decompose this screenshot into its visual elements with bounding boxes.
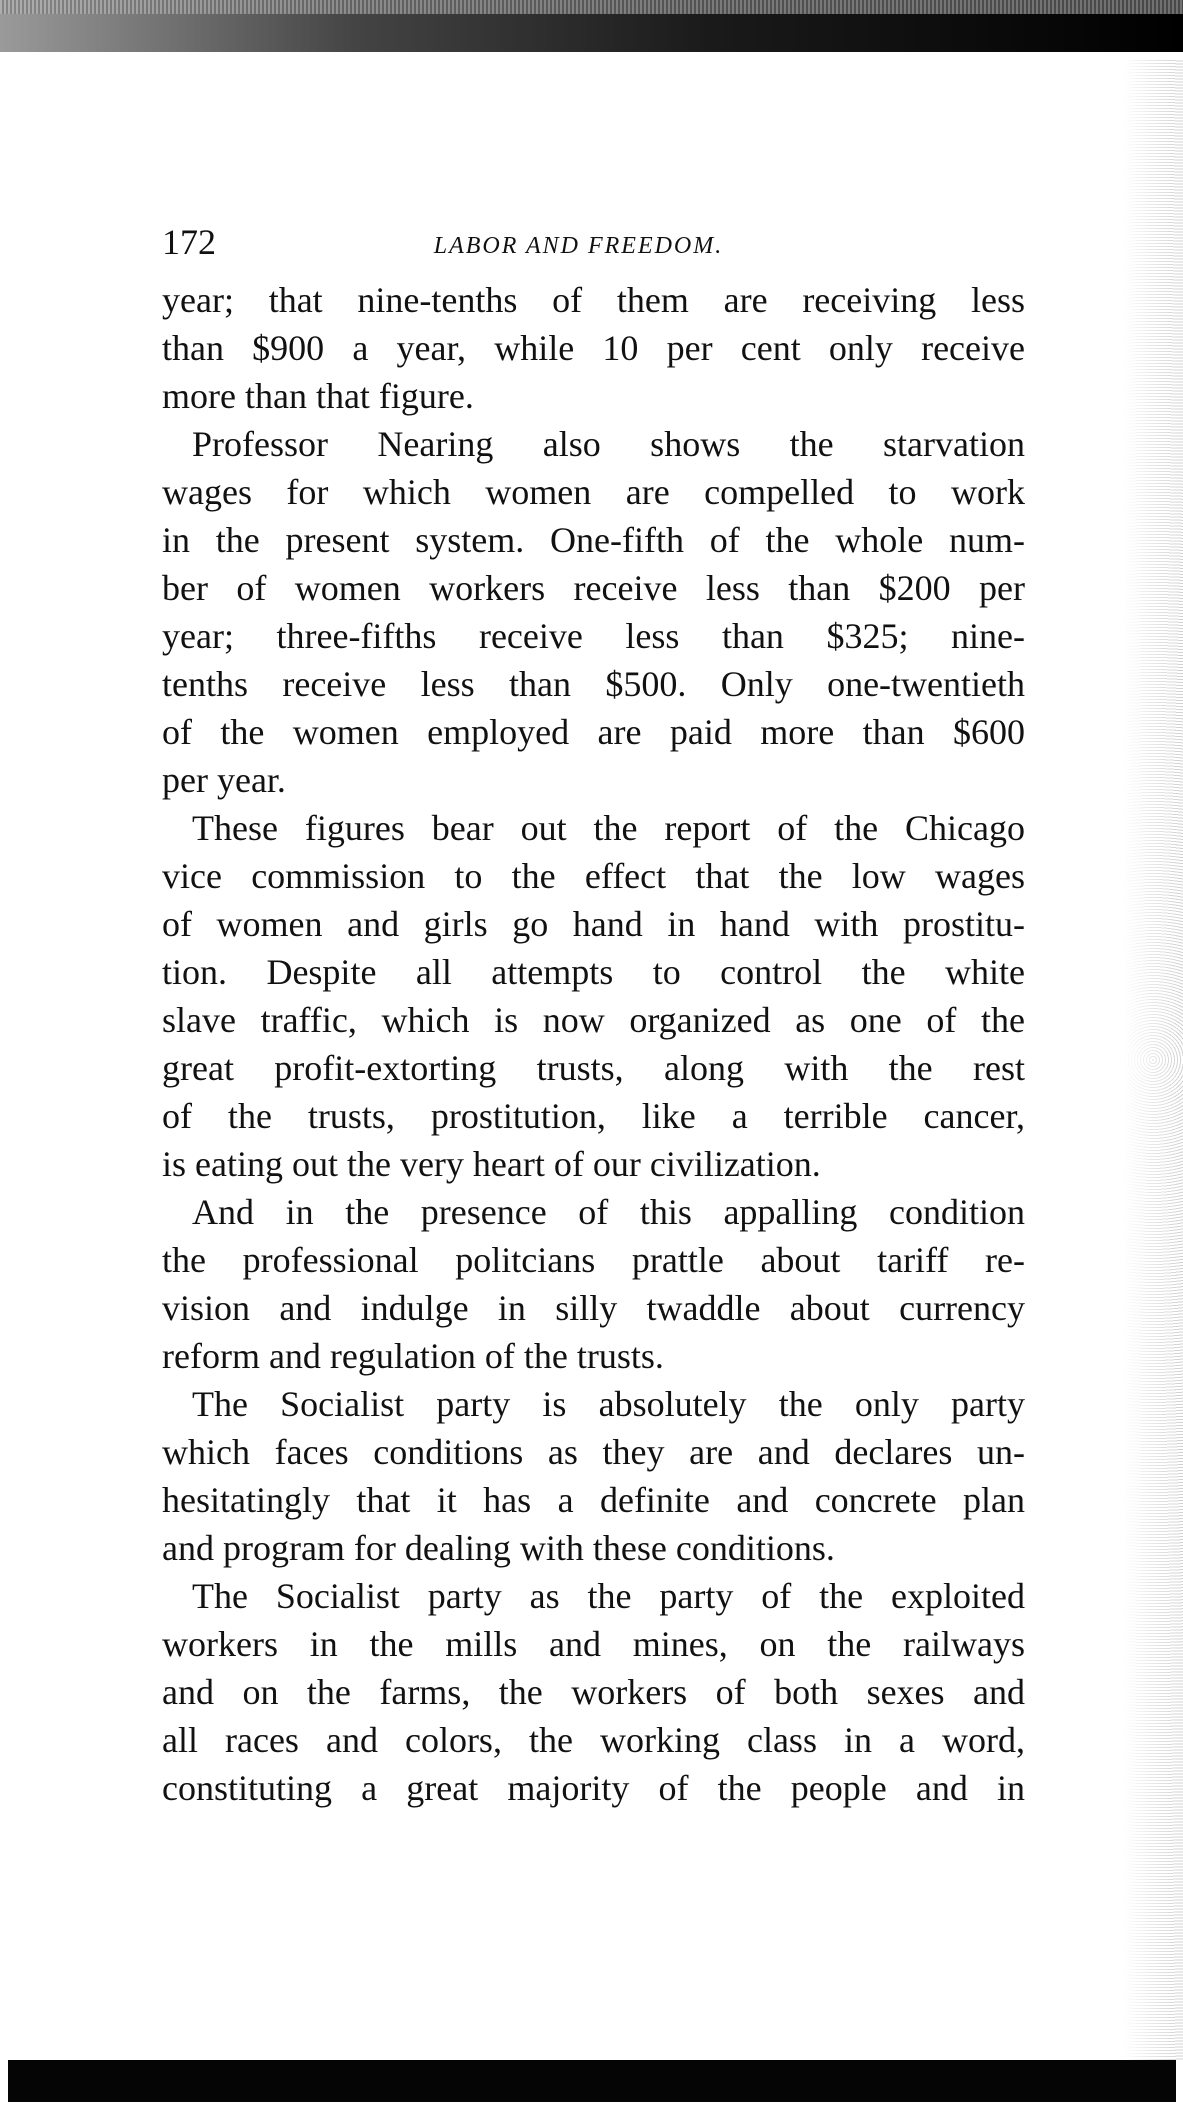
text-line: and on the farms, the workers of both sexes and bbox=[162, 1672, 1025, 1712]
text-line: tenths receive less than $500. Only one-twentieth bbox=[162, 664, 1025, 704]
text-line: The Socialist party is absolutely the only party bbox=[192, 1384, 1025, 1424]
text-line: slave traffic, which is now organized as one of the bbox=[162, 1000, 1025, 1040]
text-line: than $900 a year, while 10 per cent only receive bbox=[162, 328, 1025, 368]
text-line: which faces conditions as they are and declares un- bbox=[162, 1432, 1025, 1472]
running-head bbox=[162, 218, 1025, 266]
page-number: 172 bbox=[162, 222, 216, 262]
text-line: of the women employed are paid more than $600 bbox=[162, 712, 1025, 752]
text-line: vision and indulge in silly twaddle about currency bbox=[162, 1288, 1025, 1328]
text-line: more than that figure. bbox=[162, 376, 474, 416]
text-line: and program for dealing with these conditions. bbox=[162, 1528, 835, 1568]
text-line: in the present system. One-fifth of the whole num- bbox=[162, 520, 1025, 560]
paragraph bbox=[162, 804, 1025, 1188]
text-line: workers in the mills and mines, on the railways bbox=[162, 1624, 1025, 1664]
scan-top-border bbox=[0, 0, 1183, 52]
text-line: hesitatingly that it has a definite and concrete plan bbox=[162, 1480, 1025, 1520]
text-line: The Socialist party as the party of the exploited bbox=[192, 1576, 1025, 1616]
text-line: per year. bbox=[162, 760, 286, 800]
running-title: LABOR AND FREEDOM. bbox=[433, 233, 724, 259]
text-line: is eating out the very heart of our civilization. bbox=[162, 1144, 821, 1184]
paragraph bbox=[162, 1380, 1025, 1572]
text-line: great profit-extorting trusts, along with the rest bbox=[162, 1048, 1025, 1088]
text-line: Professor Nearing also shows the starvation bbox=[192, 424, 1025, 464]
paragraph bbox=[162, 1188, 1025, 1380]
paragraph bbox=[162, 276, 1025, 420]
paragraph bbox=[162, 420, 1025, 804]
body-text bbox=[162, 276, 1025, 1812]
text-line: of the trusts, prostitution, like a terrible cancer, bbox=[162, 1096, 1025, 1136]
text-line: constituting a great majority of the people and in bbox=[162, 1768, 1025, 1808]
text-line: And in the presence of this appalling condition bbox=[192, 1192, 1025, 1232]
paragraph bbox=[162, 1572, 1025, 1812]
scan-page-edge bbox=[1123, 60, 1183, 2060]
text-line: tion. Despite all attempts to control the white bbox=[162, 952, 1025, 992]
text-line: These figures bear out the report of the Chicago bbox=[192, 808, 1025, 848]
scan-bottom-border bbox=[8, 2060, 1176, 2102]
text-line: wages for which women are compelled to work bbox=[162, 472, 1025, 512]
text-line: of women and girls go hand in hand with prostitu- bbox=[162, 904, 1025, 944]
text-line: all races and colors, the working class in a word, bbox=[162, 1720, 1025, 1760]
text-line: year; three-fifths receive less than $325; nine- bbox=[162, 616, 1025, 656]
text-line: year; that nine-tenths of them are receiving less bbox=[162, 280, 1025, 320]
text-line: ber of women workers receive less than $200 per bbox=[162, 568, 1025, 608]
text-line: vice commission to the effect that the low wages bbox=[162, 856, 1025, 896]
text-line: reform and regulation of the trusts. bbox=[162, 1336, 664, 1376]
text-line: the professional politcians prattle about tariff re- bbox=[162, 1240, 1025, 1280]
